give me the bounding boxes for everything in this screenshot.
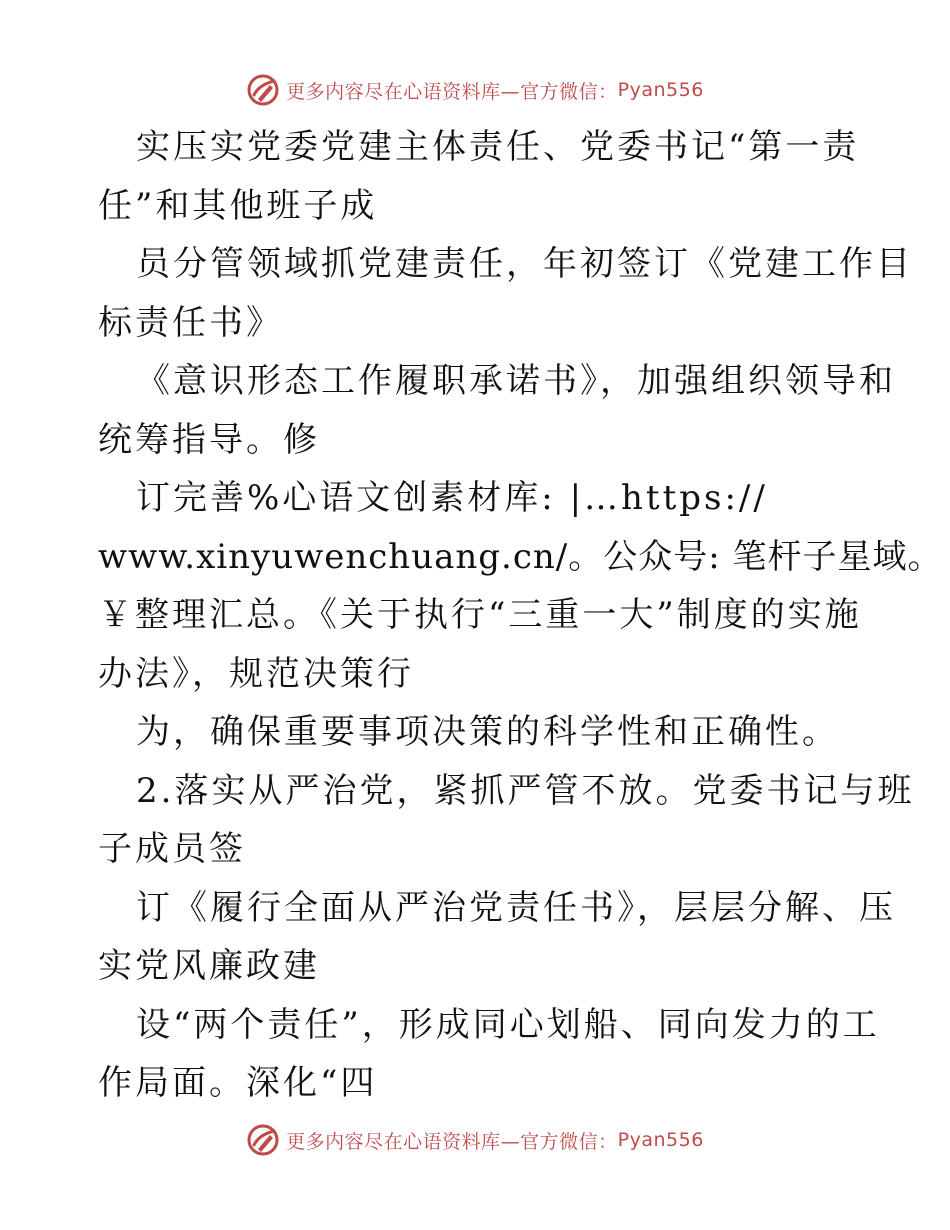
wechat-id: Pyan556 xyxy=(617,79,704,101)
paragraph-line: 子成员签 xyxy=(98,829,246,869)
paragraph-line: 2.落实从严治党，紧抓严管不放。党委书记与班 xyxy=(136,770,915,811)
paragraph-line: ￥整理汇总。《关于执行“三重一大”制度的实施 xyxy=(98,595,862,635)
paragraph-line: 员分管领域抓党建责任，年初签订《党建工作目 xyxy=(136,244,913,284)
banner-text: 更多内容尽在心语资料库—官方微信： xyxy=(286,80,618,103)
paragraph-line: 统筹指导。修 xyxy=(98,419,320,460)
paragraph-line: 标责任书》 xyxy=(98,302,283,343)
paragraph-line: 为，确保重要事项决策的科学性和正确性。 xyxy=(136,712,839,752)
paragraph-line: 作局面。深化“四 xyxy=(98,1063,378,1103)
wechat-id: Pyan556 xyxy=(617,1129,704,1151)
paragraph-line: 设“两个责任”，形成同心划船、同向发力的工 xyxy=(136,1004,880,1045)
footer-banner xyxy=(0,1120,950,1160)
pen-logo-icon xyxy=(246,73,280,107)
paragraph-line: 订完善%心语文创素材库: |…https:// xyxy=(136,478,768,518)
header-banner xyxy=(0,70,950,110)
paragraph-line: 《意识形态工作履职承诺书》，加强组织领导和 xyxy=(136,361,896,401)
paragraph-line: 订《履行全面从严治党责任书》，层层分解、压 xyxy=(136,887,896,928)
paragraph-line: www.xinyuwenchuang.cn/。公众号: 笔杆子星域。 xyxy=(98,536,943,577)
paragraph-line: 办法》，规范决策行 xyxy=(98,653,414,694)
paragraph-line: 实党风廉政建 xyxy=(98,946,320,986)
document-body xyxy=(98,118,943,1113)
banner-text: 更多内容尽在心语资料库—官方微信： xyxy=(286,1130,618,1153)
paragraph-line: 任”和其他班子成 xyxy=(98,185,378,226)
paragraph-line: 实压实党委党建主体责任、党委书记“第一责 xyxy=(136,127,860,167)
pen-logo-icon xyxy=(246,1123,280,1157)
